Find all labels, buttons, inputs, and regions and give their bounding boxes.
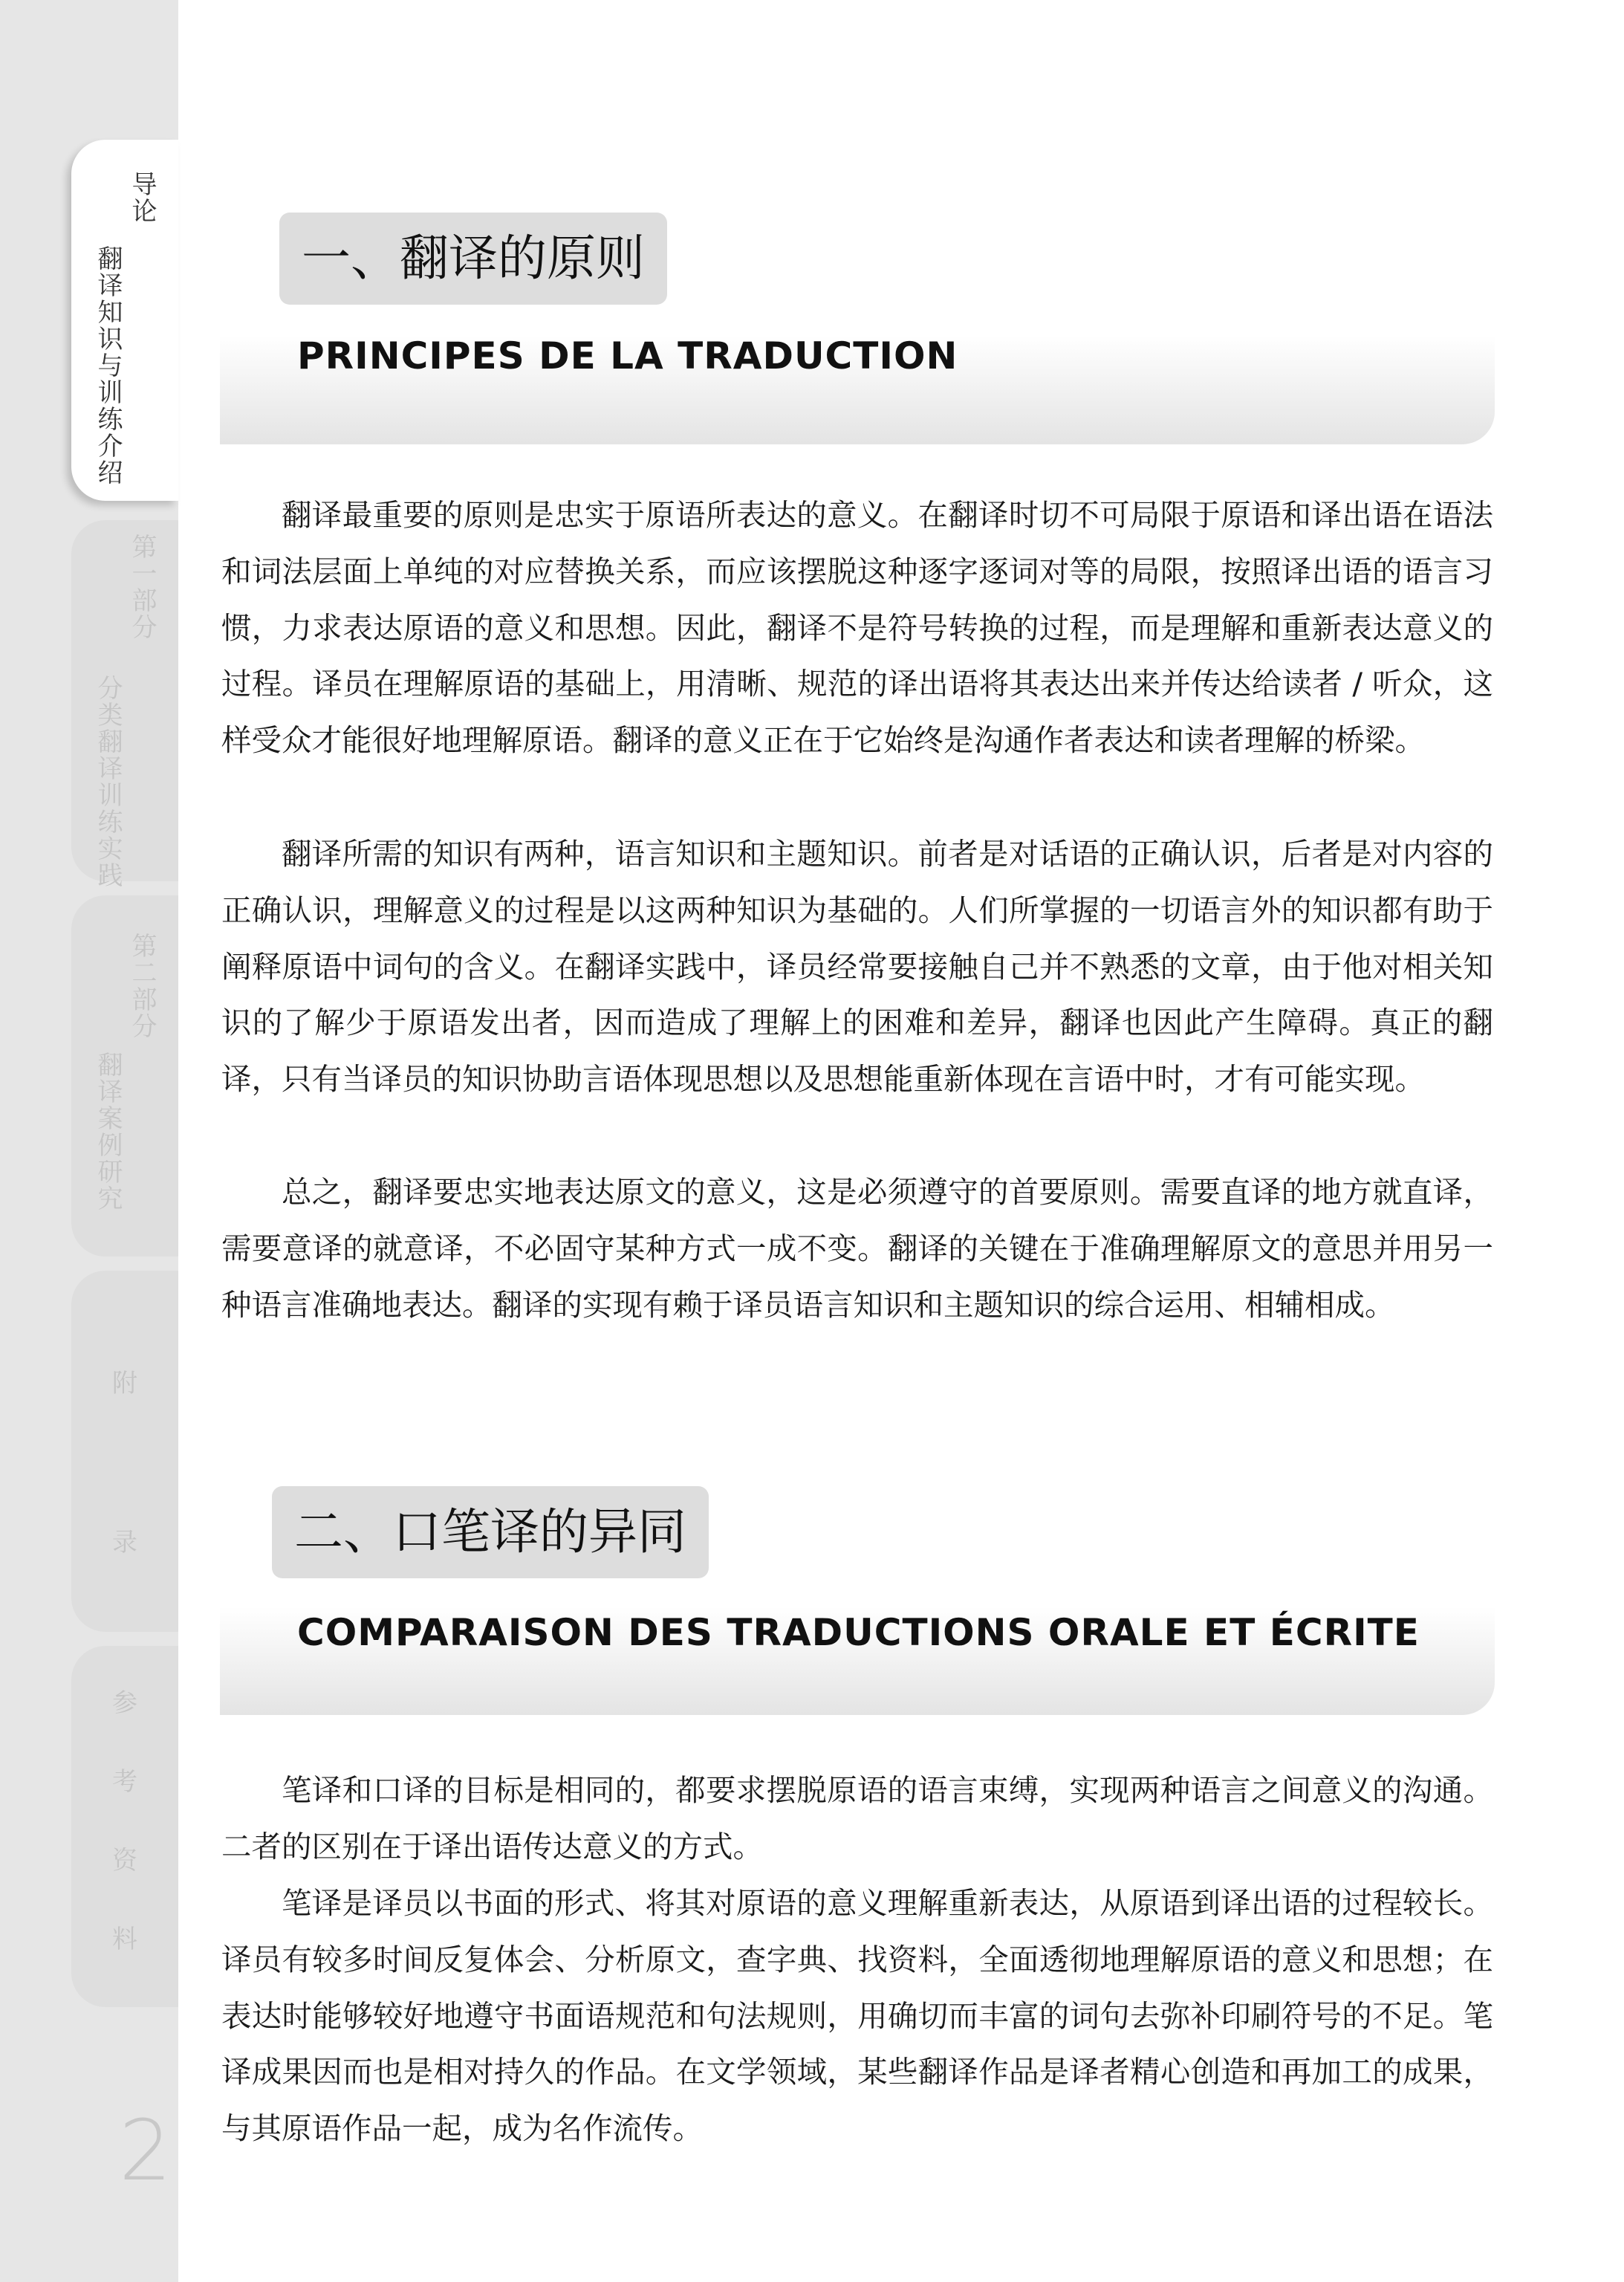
paragraph: 翻译最重要的原则是忠实于原语所表达的意义。在翻译时切不可局限于原语和译出语在语法和词法层面上单纯的对应替换关系，而应该摆脱这种逐字逐词对等的局限，按照译出语的语言习惯，力求表达原语的意义和思想。因此，翻译不是符号转换的过程，而是理解和重新表达意义的过程。译员在理解原语的基础上，用清晰、规范的译出语将其表达出来并传达给读者 / 听众，这样受众才能很好地理解原语。翻译的意义正在于它始终是沟通作者表达和读者理解的桥梁。 [221, 497, 1493, 759]
section-heading: 一、翻译的原则 [279, 213, 667, 305]
paragraph: 总之，翻译要忠实地表达原文的意义，这是必须遵守的首要原则。需要直译的地方就直译，需要意译的就意译，不必固守某种方式一成不变。翻译的关键在于准确理解原文的意思并用另一种语言准确地表达。翻译的实现有赖于译员语言知识和主题知识的综合运用、相辅相成。 [221, 1174, 1493, 1323]
tab-label-line1: 导论 [127, 171, 157, 224]
tab-char: 资 [112, 1846, 137, 1876]
tab-label-line1: 第一部分 [127, 534, 157, 641]
tab-char: 录 [112, 1528, 137, 1557]
tab-char: 考 [112, 1767, 137, 1797]
paragraph: 翻译所需的知识有两种，语言知识和主题知识。前者是对话语的正确认识，后者是对内容的正确认识，理解意义的过程是以这两种知识为基础的。人们所掌握的一切语言外的知识都有助于阐释原语中词句的含义。在翻译实践中，译员经常要接触自己并不熟悉的文章，由于他对相关知识的了解少于原语发出者，因而造成了理解上的困难和差异，翻译也因此产生障碍。真正的翻译，只有当译员的知识协助言语体现思想以及思想能重新体现在言语中时，才有可能实现。 [221, 836, 1493, 1098]
sidebar-tab-introduction[interactable] [71, 140, 178, 501]
sidebar-tab-part2[interactable] [71, 895, 178, 1257]
tab-char: 料 [112, 1925, 137, 1954]
tab-char: 参 [112, 1688, 137, 1718]
section-subheading: COMPARAISON DES TRADUCTIONS ORALE ET ÉCRITE [297, 1611, 1420, 1654]
tab-label-line1: 第二部分 [127, 933, 157, 1040]
paragraph: 笔译和口译的目标是相同的，都要求摆脱原语的语言束缚，实现两种语言之间意义的沟通。二者的区别在于译出语传达意义的方式。 [221, 1772, 1493, 1864]
sidebar-tab-references[interactable] [71, 1646, 178, 2007]
section-subheading: PRINCIPES DE LA TRADUCTION [297, 334, 958, 377]
tab-label-line2: 翻译知识与训练介绍 [93, 245, 123, 486]
tab-char: 附 [112, 1369, 137, 1398]
sidebar-tab-part1[interactable] [71, 520, 178, 889]
sidebar-strip [0, 0, 178, 2282]
sidebar-tab-appendix[interactable] [71, 1271, 178, 1632]
page-number: 2 [119, 2103, 172, 2200]
paragraph: 笔译是译员以书面的形式、将其对原语的意义理解重新表达，从原语到译出语的过程较长。译员有较多时间反复体会、分析原文，查字典、找资料，全面透彻地理解原语的意义和思想；在表达时能够较好地遵守书面语规范和句法规则，用确切而丰富的词句去弥补印刷符号的不足。笔译成果因而也是相对持久的作品。在文学领域，某些翻译作品是译者精心创造和再加工的成果，与其原语作品一起，成为名作流传。 [221, 1885, 1493, 2147]
tab-label-line2: 翻译案例研究 [93, 1051, 123, 1212]
section-heading: 二、口笔译的异同 [272, 1486, 709, 1578]
tab-label-line2: 分类翻译训练实践 [93, 675, 123, 889]
